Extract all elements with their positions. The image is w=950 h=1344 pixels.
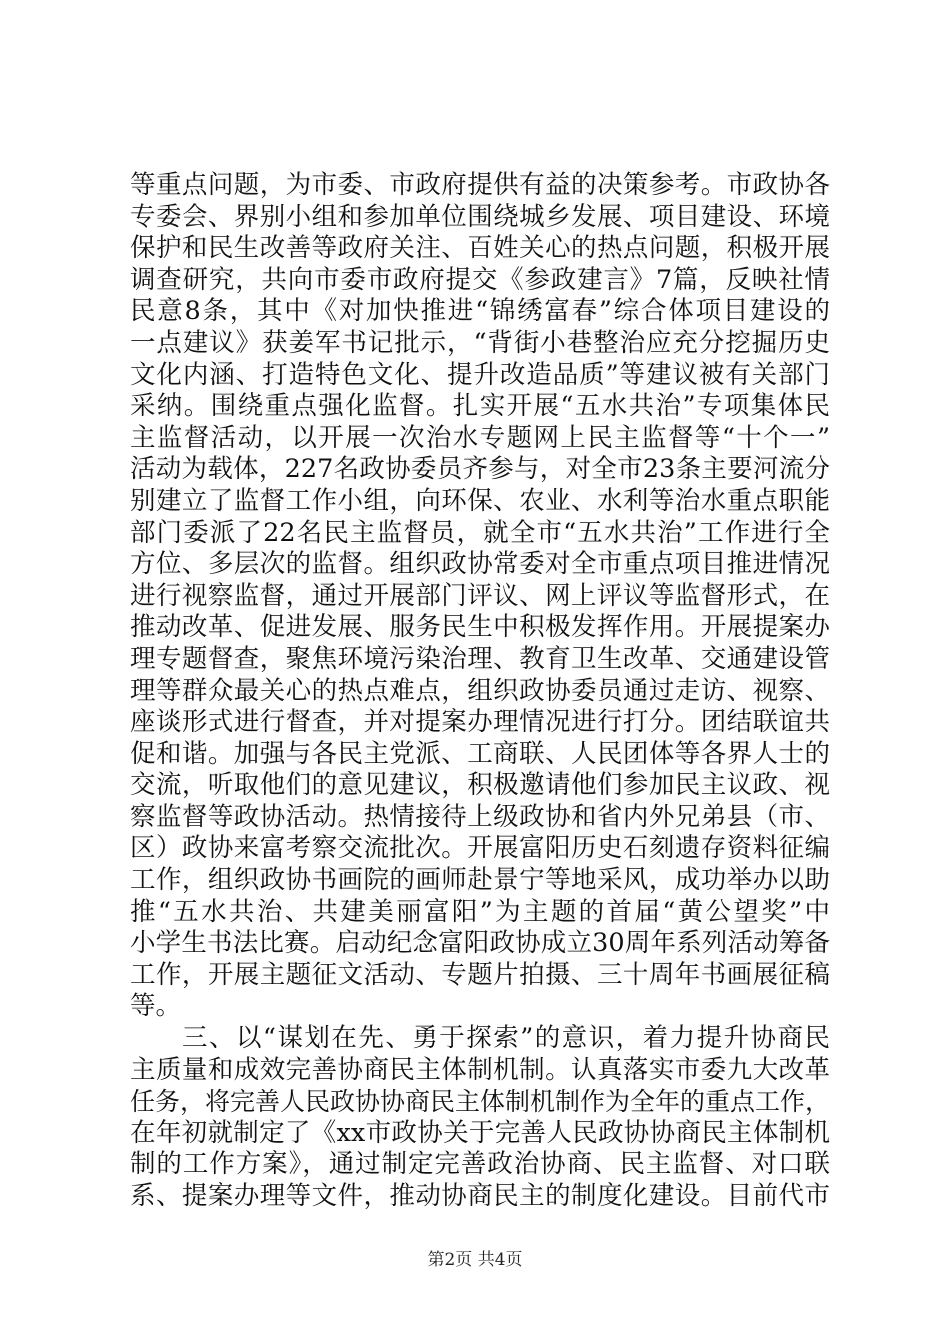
- text-line: 系、提案办理等文件，推动协商民主的制度化建设。目前代市: [130, 1181, 830, 1211]
- text-line: 专委会、界别小组和参加单位围绕城乡发展、项目建设、环境: [130, 201, 830, 232]
- text-line: 推动改革、促进发展、服务民生中积极发挥作用。开展提案办: [130, 612, 830, 643]
- text-line: 方位、多层次的监督。组织政协常委对全市重点项目推进情况: [130, 549, 830, 580]
- text-line: 小学生书法比赛。启动纪念富阳政协成立30周年系列活动筹备: [130, 928, 830, 959]
- text-line: 理等群众最关心的热点难点，组织政协委员通过走访、视察、: [130, 675, 830, 706]
- text-line: 工作，组织政协书画院的画师赴景宁等地采风，成功举办以助: [130, 865, 830, 896]
- page-number-footer: 第2页 共4页: [427, 1250, 523, 1270]
- paragraph-end-line: 等。: [130, 991, 182, 1022]
- text-line: 活动为载体，227名政协委员齐参与，对全市23条主要河流分: [130, 454, 830, 485]
- text-line: 主质量和成效完善协商民主体制机制。认真落实市委九大改革: [130, 1054, 830, 1085]
- text-line: 别建立了监督工作小组，向环保、农业、水利等治水重点职能: [130, 485, 830, 516]
- text-line: 民意8条，其中《对加快推进“锦绣富春”综合体项目建设的: [130, 296, 830, 327]
- paragraph-heading-line: 三、以“谋划在先、勇于探索”的意识，着力提升协商民: [182, 1023, 830, 1054]
- text-line: 制的工作方案》，通过制定完善政治协商、民主监督、对口联: [130, 1149, 830, 1180]
- text-line: 进行视察监督，通过开展部门评议、网上评议等监督形式，在: [130, 580, 830, 611]
- text-line: 部门委派了22名民主监督员，就全市“五水共治”工作进行全: [130, 517, 830, 548]
- text-line: 采纳。围绕重点强化监督。扎实开展“五水共治”专项集体民: [130, 391, 830, 422]
- text-line: 任务，将完善人民政协协商民主体制机制作为全年的重点工作，: [130, 1087, 831, 1117]
- text-line: 区）政协来富考察交流批次。开展富阳历史石刻遗存资料征编: [130, 833, 830, 864]
- text-line: 察监督等政协活动。热情接待上级政协和省内外兄弟县（市、: [130, 801, 830, 832]
- text-line: 理专题督查，聚焦环境污染治理、教育卫生改革、交通建设管: [130, 643, 830, 674]
- text-line: 在年初就制定了《xx市政协关于完善人民政协协商民主体制机: [130, 1117, 830, 1148]
- text-line: 文化内涵、打造特色文化、提升改造品质”等建议被有关部门: [130, 359, 830, 390]
- text-line: 主监督活动，以开展一次治水专题网上民主监督等“十个一”: [130, 422, 830, 453]
- text-line: 等重点问题，为市委、市政府提供有益的决策参考。市政协各: [130, 170, 830, 200]
- text-line: 推“五水共治、共建美丽富阳”为主题的首届“黄公望奖”中: [130, 896, 830, 927]
- body-text: [130, 170, 830, 1213]
- text-line: 交流，听取他们的意见建议，积极邀请他们参加民主议政、视: [130, 770, 830, 801]
- text-line: 座谈形式进行督查，并对提案办理情况进行打分。团结联谊共: [130, 707, 830, 738]
- text-line: 保护和民生改善等政府关注、百姓关心的热点问题，积极开展: [130, 233, 830, 264]
- text-line: 工作，开展主题征文活动、专题片拍摄、三十周年书画展征稿: [130, 959, 830, 990]
- text-line: 促和谐。加强与各民主党派、工商联、人民团体等各界人士的: [130, 738, 830, 769]
- text-line: 一点建议》获姜军书记批示，“背街小巷整治应充分挖掘历史: [130, 327, 830, 358]
- text-line: 调查研究，共向市委市政府提交《参政建言》7篇，反映社情: [130, 264, 830, 295]
